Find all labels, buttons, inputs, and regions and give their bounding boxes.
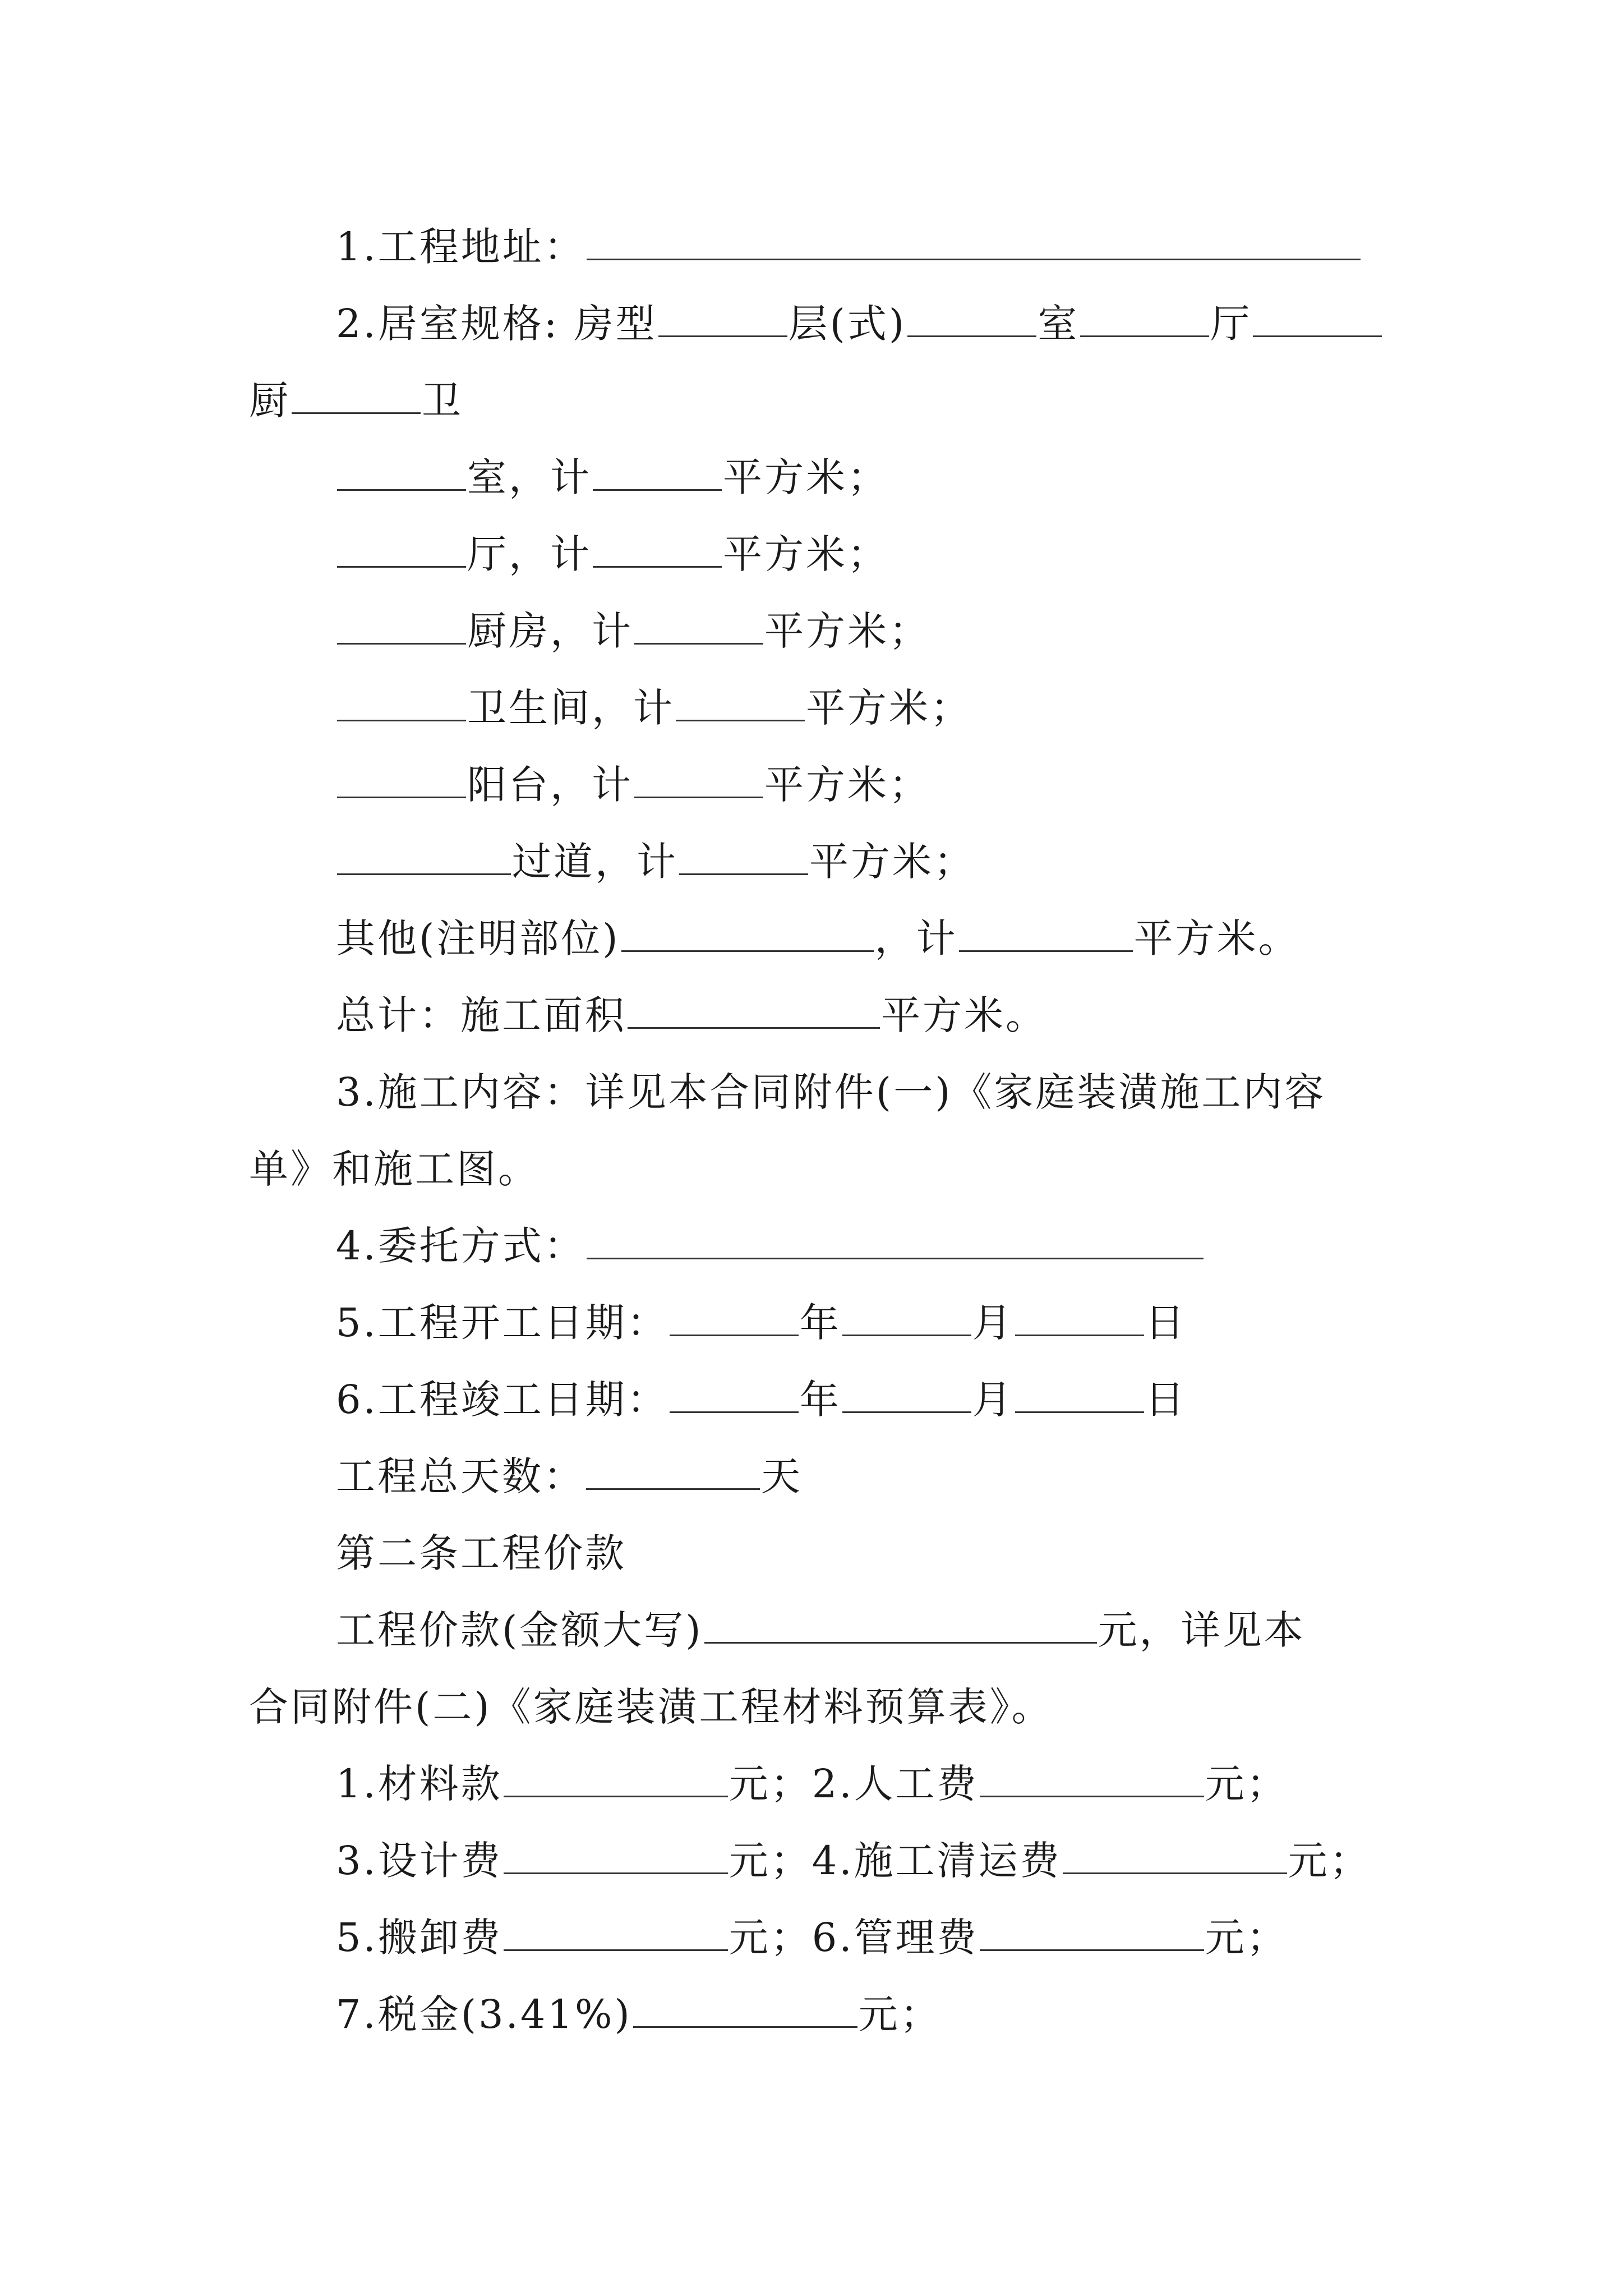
- cleanup-fee-unit: 元；: [1288, 1838, 1371, 1884]
- construction-content-line: [249, 1064, 1387, 1120]
- total-days-blank[interactable]: [586, 1455, 760, 1490]
- hall-unit: 厅: [1210, 301, 1252, 347]
- room-spec-line: [249, 296, 1387, 352]
- kitchen-unit: 厨: [249, 378, 291, 424]
- hall-area-blank[interactable]: [593, 532, 722, 568]
- other-area-unit: 平方米。: [1133, 915, 1300, 961]
- balcony-area-label: 阳台，计: [467, 762, 633, 808]
- moving-fee-label: 5.搬卸费: [336, 1915, 502, 1961]
- room-spec-line-cont: [249, 372, 1387, 429]
- start-day-unit: 日: [1145, 1300, 1187, 1346]
- hall-area-line: [249, 526, 1387, 582]
- material-fee-blank[interactable]: [504, 1762, 728, 1797]
- tax-blank[interactable]: [633, 1993, 857, 2028]
- bathroom-area-unit: 平方米；: [806, 685, 972, 731]
- fee-line-2: [249, 1833, 1387, 1889]
- total-area-blank[interactable]: [628, 993, 880, 1029]
- design-fee-blank[interactable]: [504, 1839, 728, 1874]
- commission-method-label: 4.委托方式：: [336, 1223, 585, 1269]
- room-area-line: [249, 449, 1387, 505]
- design-fee-label: 3.设计费: [336, 1838, 502, 1884]
- construction-content-text-cont: 单》和施工图。: [249, 1146, 540, 1192]
- total-days-label: 工程总天数：: [336, 1453, 585, 1499]
- labor-fee-unit: 元；: [1205, 1761, 1288, 1807]
- kitchen-area-label: 厨房，计: [467, 608, 633, 654]
- construction-content-line-cont: [249, 1141, 1387, 1197]
- end-day-unit: 日: [1145, 1377, 1187, 1423]
- end-month-blank[interactable]: [842, 1378, 971, 1413]
- tax-label: 7.税金(3.41%): [336, 1991, 632, 2037]
- room-spec-label: 2.居室规格: 房型: [336, 301, 657, 347]
- material-fee-label: 1.材料款: [336, 1761, 502, 1807]
- cleanup-fee-blank[interactable]: [1063, 1839, 1287, 1874]
- fee-line-1: [249, 1756, 1387, 1812]
- bath-count-blank[interactable]: [292, 379, 421, 414]
- balcony-blank[interactable]: [337, 763, 466, 798]
- project-address-line: [249, 219, 1387, 275]
- project-price-line: [249, 1602, 1387, 1658]
- total-area-line: [249, 987, 1387, 1043]
- end-year-blank[interactable]: [670, 1378, 799, 1413]
- project-price-unit: 元，详见本: [1098, 1607, 1306, 1653]
- other-area-label: 其他(注明部位): [336, 915, 620, 961]
- labor-fee-blank[interactable]: [980, 1762, 1204, 1797]
- project-price-line-cont: [249, 1679, 1387, 1735]
- hall-blank[interactable]: [1080, 302, 1209, 337]
- hall-area-label: 厅，计: [467, 531, 592, 577]
- tax-unit: 元；: [858, 1991, 942, 2037]
- floor-blank[interactable]: [658, 302, 787, 337]
- room-count-blank[interactable]: [337, 455, 466, 491]
- total-days-line: [249, 1448, 1387, 1504]
- construction-content-text: 3.施工内容：详见本合同附件(一)《家庭装潢施工内容: [336, 1069, 1326, 1115]
- bathroom-blank[interactable]: [337, 686, 466, 721]
- balcony-area-unit: 平方米；: [764, 762, 930, 808]
- floor-unit: 层(式): [788, 301, 907, 347]
- corridor-area-blank[interactable]: [679, 840, 808, 875]
- end-month-unit: 月: [972, 1377, 1014, 1423]
- bathroom-area-label: 卫生间，计: [467, 685, 675, 731]
- project-price-label: 工程价款(金额大写): [336, 1607, 703, 1653]
- corridor-blank[interactable]: [337, 840, 511, 875]
- cleanup-fee-label: 元；4.施工清运费: [728, 1838, 1062, 1884]
- balcony-area-line: [249, 757, 1387, 813]
- hall-count-blank[interactable]: [337, 532, 466, 568]
- room-area-label: 室，计: [467, 454, 592, 500]
- kitchen-area-blank[interactable]: [634, 609, 763, 645]
- project-price-blank[interactable]: [704, 1608, 1097, 1644]
- hall-area-unit: 平方米；: [723, 531, 889, 577]
- kitchen-blank[interactable]: [337, 609, 466, 645]
- start-year-unit: 年: [799, 1300, 841, 1346]
- bath-unit: 卫: [422, 378, 463, 424]
- end-date-label: 6.工程竣工日期：: [336, 1377, 668, 1423]
- kitchen-count-blank[interactable]: [1253, 302, 1382, 337]
- start-date-line: [249, 1295, 1387, 1351]
- start-year-blank[interactable]: [670, 1301, 799, 1336]
- balcony-area-blank[interactable]: [634, 763, 763, 798]
- room-unit: 室: [1038, 301, 1080, 347]
- room-area-blank[interactable]: [593, 455, 722, 491]
- moving-fee-blank[interactable]: [504, 1916, 728, 1951]
- management-fee-unit: 元；: [1205, 1915, 1288, 1961]
- kitchen-area-unit: 平方米；: [764, 608, 930, 654]
- start-date-label: 5.工程开工日期：: [336, 1300, 668, 1346]
- total-area-label: 总计：施工面积: [336, 992, 626, 1038]
- corridor-area-line: [249, 834, 1387, 890]
- management-fee-blank[interactable]: [980, 1916, 1204, 1951]
- other-area-sep: ，计: [874, 915, 958, 961]
- project-address-blank[interactable]: [587, 225, 1361, 260]
- other-location-blank[interactable]: [621, 917, 874, 952]
- project-address-label: 1.工程地址：: [336, 224, 585, 270]
- tax-line: [249, 1986, 1387, 2042]
- article-two-title: 第二条工程价款: [336, 1530, 626, 1576]
- bathroom-area-line: [249, 680, 1387, 736]
- bathroom-area-blank[interactable]: [676, 686, 805, 721]
- other-area-blank[interactable]: [959, 917, 1133, 952]
- start-month-unit: 月: [972, 1300, 1014, 1346]
- start-day-blank[interactable]: [1015, 1301, 1144, 1336]
- kitchen-area-line: [249, 603, 1387, 659]
- commission-method-blank[interactable]: [587, 1224, 1204, 1259]
- start-month-blank[interactable]: [842, 1301, 971, 1336]
- room-area-unit: 平方米；: [723, 454, 889, 500]
- other-area-line: [249, 910, 1387, 967]
- fee-line-3: [249, 1910, 1387, 1966]
- total-area-unit: 平方米。: [881, 992, 1047, 1038]
- article-two-heading: [249, 1525, 1387, 1581]
- end-date-line: [249, 1372, 1387, 1428]
- commission-method-line: [249, 1218, 1387, 1274]
- corridor-area-unit: 平方米；: [809, 839, 975, 885]
- management-fee-label: 元；6.管理费: [728, 1915, 979, 1961]
- corridor-area-label: 过道，计: [512, 839, 678, 885]
- labor-fee-label: 元；2.人工费: [728, 1761, 979, 1807]
- end-day-blank[interactable]: [1015, 1378, 1144, 1413]
- project-price-text-cont: 合同附件(二)《家庭装潢工程材料预算表》。: [249, 1684, 1053, 1730]
- total-days-unit: 天: [761, 1453, 803, 1499]
- end-year-unit: 年: [799, 1377, 841, 1423]
- room-blank[interactable]: [907, 302, 1036, 337]
